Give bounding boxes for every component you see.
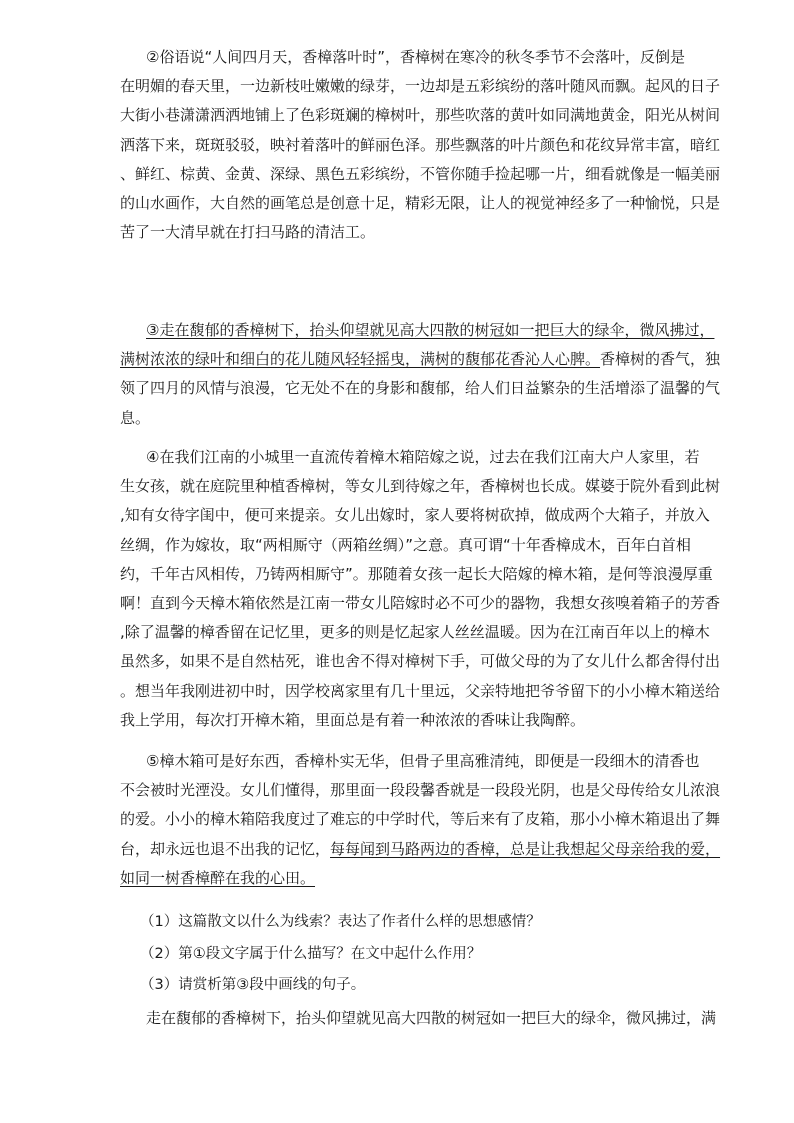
paragraph-line: 在明媚的春天里，一边新枝吐嫩嫩的绿芽，一边却是五彩缤纷的落叶随风而飘。起风的日子 xyxy=(120,77,721,96)
paragraph-text: 台，却永远也退不出我的记忆， xyxy=(120,839,331,858)
paragraph-5 xyxy=(120,747,721,893)
underlined-sentence: 如同一树香樟醉在我的心田。 xyxy=(120,868,316,887)
paragraph-line: 不会被时光湮没。女儿们懂得，那里面一段段馨香就是一段段光阴，也是父母传给女儿浓浪 xyxy=(120,781,721,800)
paragraph-3 xyxy=(120,316,721,433)
paragraph-line: 洒落下来，斑斑驳驳，映衬着落叶的鲜丽色泽。那些飘落的叶片颜色和花纹异常丰富，暗红 xyxy=(120,135,721,154)
paragraph-line: 息。 xyxy=(120,408,151,427)
paragraph-2 xyxy=(120,43,721,247)
paragraph-4 xyxy=(120,443,721,735)
paragraph-line: 的山水画作，大自然的画笔总是创意十足，精彩无限，让人的视觉神经多了一种愉悦，只是 xyxy=(120,193,721,212)
paragraph-line: 丝绸，作为嫁妆，取“两相厮守（两箱丝绸）”之意。真可谓“十年香樟成木，百年白首相 xyxy=(120,535,691,554)
underlined-sentence: 满树浓浓的绿叶和细白的花儿随风轻轻摇曳，满树的馥郁花香沁人心脾。 xyxy=(120,350,601,369)
paragraph-line: 我上学用，每次打开樟木箱，里面总是有着一种浓浓的香味让我陶醉。 xyxy=(120,710,586,729)
underlined-sentence: 每每闻到马路两边的香樟，总是让我想起父母亲给我的爱， xyxy=(330,839,721,858)
paragraph-line: 、鲜红、棕黄、金黄、深绿、黑色五彩缤纷，不管你随手捡起哪一片，细看就像是一幅美丽 xyxy=(120,164,721,183)
paragraph-line xyxy=(120,316,715,345)
question-2: （2）第①段文字属于什么描写？在文中起什么作用？ xyxy=(140,946,482,962)
paragraph-line: ,除了温馨的樟香留在记忆里，更多的则是忆起家人丝丝温暖。因为在江南百年以上的樟木 xyxy=(120,623,710,642)
paragraph-line: 。想当年我刚进初中时，因学校离家里有几十里远，父亲特地把爷爷留下的小小樟木箱送给 xyxy=(120,681,721,700)
answer-text: 走在馥郁的香樟树下，抬头仰望就见高大四散的树冠如一把巨大的绿伞，微风拂过，满 xyxy=(146,1009,717,1027)
question-1: （1）这篇散文以什么为线索？表达了作者什么样的思想感情？ xyxy=(140,914,541,930)
paragraph-line: ,知有女待字闺中，便可来提亲。女儿出嫁时，家人要将树砍掉，做成两个大箱子，并放入 xyxy=(120,506,710,525)
paragraph-line: 虽然多，如果不是自然枯死，谁也舍不得对樟树下手，可做父母的为了女儿什么都舍得付出 xyxy=(120,652,721,671)
paragraph-line xyxy=(120,835,721,864)
paragraph-line: 的爱。小小的樟木箱陪我度过了难忘的中学时代，等后来有了皮箱，那小小樟木箱退出了舞 xyxy=(120,810,721,829)
paragraph-line: 苦了一大清早就在打扫马路的清洁工。 xyxy=(120,223,376,242)
question-3: （3）请赏析第③段中画线的句子。 xyxy=(140,977,366,993)
paragraph-line xyxy=(120,864,680,893)
paragraph-line xyxy=(120,345,721,374)
paragraph-line: ④在我们江南的小城里一直流传着樟木箱陪嫁之说，过去在我们江南大户人家里，若 xyxy=(146,448,700,466)
paragraph-line: 领了四月的风情与浪漫，它无处不在的身影和馥郁，给人们日益繁杂的生活增添了温馨的气 xyxy=(120,379,721,398)
paragraph-line: ⑤樟木箱可是好东西，香樟朴实无华，但骨子里高雅清纯，即便是一段细木的清香也 xyxy=(146,752,700,770)
underlined-sentence: ③走在馥郁的香樟树下，抬头仰望就见高大四散的树冠如一把巨大的绿伞，微风拂过， xyxy=(146,321,715,339)
paragraph-line: 啊！直到今天樟木箱依然是江南一带女儿陪嫁时必不可少的器物，我想女孩嗅着箱子的芳香 xyxy=(120,593,721,612)
paragraph-line: ②俗语说“人间四月天，香樟落叶时”，香樟树在寒冷的秋冬季节不会落叶，反倒是 xyxy=(146,48,685,66)
paragraph-text: 香樟树的香气，独 xyxy=(600,350,721,369)
paragraph-line: 约，千年古风相传，乃铸两相厮守”。那随着女孩一起长大陪嫁的樟木箱，是何等浪漫厚重 xyxy=(120,564,713,583)
paragraph-line: 生女孩，就在庭院里种植香樟树，等女儿到待嫁之年，香樟树也长成。媒婆于院外看到此树 xyxy=(120,477,721,496)
paragraph-line: 大街小巷潇潇洒洒地铺上了色彩斑斓的樟树叶，那些吹落的黄叶如同满地黄金，阳光从树间 xyxy=(120,106,721,125)
